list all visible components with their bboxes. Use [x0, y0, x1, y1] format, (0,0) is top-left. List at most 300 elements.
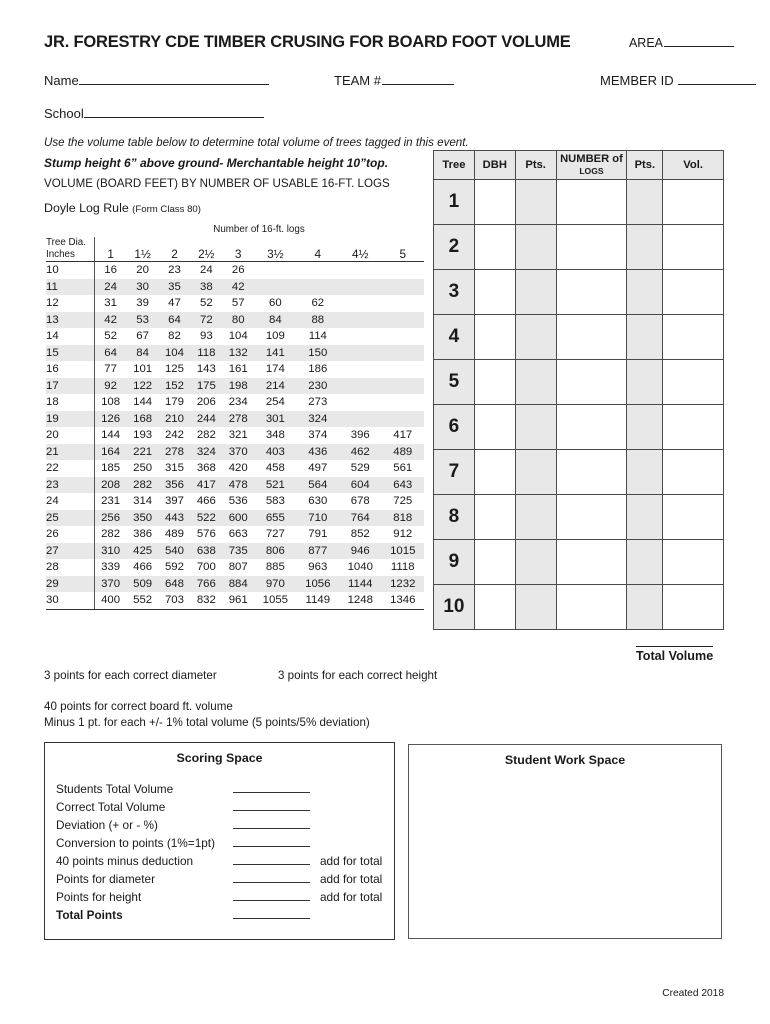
volume-table-row: [46, 262, 424, 279]
tree-dbh-cell[interactable]: [474, 585, 515, 630]
volume-cell: 1040: [347, 561, 373, 573]
volume-cell: 348: [265, 429, 285, 441]
school-field[interactable]: [44, 106, 264, 121]
volume-cell: 521: [254, 477, 296, 494]
table-row: [434, 270, 724, 315]
tree-pts-logs-cell[interactable]: [627, 270, 663, 315]
volume-table-row: [46, 345, 424, 362]
volume-cell: 522: [190, 510, 222, 527]
scoring-line: [56, 817, 394, 835]
volume-cell: 324: [190, 444, 222, 461]
volume-cell: 126: [94, 411, 127, 428]
student-work-space-box[interactable]: [408, 744, 722, 939]
volume-col-header-2: 1½: [127, 237, 159, 262]
volume-cell: 1248: [339, 592, 381, 609]
volume-cell: 84: [127, 345, 159, 362]
scoring-line: [56, 889, 394, 907]
volume-table-row: [46, 477, 424, 494]
volume-cell: 497: [308, 462, 328, 474]
tree-pts-diameter-cell[interactable]: [515, 540, 556, 585]
volume-cell: 193: [133, 429, 153, 441]
tree-volume-cell[interactable]: [663, 225, 724, 270]
volume-table-header-row: [46, 237, 424, 262]
volume-cell: 64: [94, 345, 127, 362]
member-id-blank[interactable]: [678, 73, 756, 85]
volume-cell: 118: [190, 345, 222, 362]
volume-cell: 42: [94, 312, 127, 329]
volume-cell: 244: [190, 411, 222, 428]
volume-cell: 310: [94, 543, 127, 560]
tree-pts-logs-cell[interactable]: [627, 405, 663, 450]
volume-cell: 443: [159, 510, 191, 527]
volume-col-header-9: 5: [381, 237, 424, 262]
tree-volume-cell[interactable]: [663, 585, 724, 630]
tree-row-number: 5: [434, 360, 475, 405]
volume-col-header-4: 2½: [190, 237, 222, 262]
volume-cell: [339, 378, 381, 395]
volume-cell: 561: [393, 462, 413, 474]
volume-cell: [339, 312, 381, 329]
volume-cell: [297, 279, 339, 296]
volume-cell: 31: [104, 297, 117, 309]
tree-number-of-logs-cell[interactable]: [556, 225, 627, 270]
scoring-line-label: Points for diameter: [56, 872, 156, 886]
tree-dbh-cell[interactable]: [474, 225, 515, 270]
tree-row-number: 10: [434, 585, 475, 630]
tree-row-number: 7: [434, 450, 475, 495]
volume-cell: [339, 394, 381, 411]
scoring-line: [56, 799, 394, 817]
volume-row-diameter: 11: [46, 279, 94, 296]
header-title-row: [44, 33, 734, 52]
form-class-label: (Form Class 80): [132, 204, 201, 215]
volume-cell: [254, 279, 296, 296]
volume-row-diameter: 19: [46, 411, 94, 428]
volume-cell: 315: [164, 462, 184, 474]
volume-cell: 1144: [339, 576, 381, 593]
volume-row-diameter: 30: [46, 592, 94, 609]
school-row: [44, 106, 734, 121]
team-label: TEAM #: [334, 73, 381, 88]
volume-cell: 42: [222, 279, 254, 296]
volume-cell: [339, 411, 381, 428]
tree-dbh-cell[interactable]: [474, 405, 515, 450]
header-dbh: DBH: [474, 151, 515, 180]
scoring-line-label: Points for height: [56, 890, 142, 904]
tree-row-number: 3: [434, 270, 475, 315]
header-volume: Vol.: [663, 151, 724, 180]
area-field[interactable]: [629, 35, 734, 50]
volume-cell: 1346: [381, 592, 424, 609]
volume-cell: 877: [297, 543, 339, 560]
tree-dia-line1: Tree Dia.: [46, 237, 86, 248]
tree-pts-logs-cell[interactable]: [627, 450, 663, 495]
tree-pts-diameter-cell[interactable]: [515, 450, 556, 495]
volume-cell: 766: [190, 576, 222, 593]
volume-cell: 109: [265, 330, 285, 342]
tree-pts-logs-cell[interactable]: [627, 540, 663, 585]
tree-pts-logs-cell[interactable]: [627, 495, 663, 540]
name-field[interactable]: [44, 73, 269, 88]
volume-cell: [381, 262, 424, 279]
team-blank[interactable]: [382, 73, 454, 85]
scoring-line: [56, 781, 394, 799]
tree-pts-diameter-cell[interactable]: [515, 270, 556, 315]
scoring-space-title: Scoring Space: [176, 751, 263, 765]
volume-cell: [381, 295, 424, 312]
volume-cell: 16: [104, 264, 117, 276]
volume-cell: [381, 394, 424, 411]
member-id-field[interactable]: [600, 73, 756, 88]
volume-cell: 104: [159, 345, 191, 362]
volume-row-diameter: 14: [46, 328, 94, 345]
volume-cell: 1149: [297, 592, 339, 609]
volume-cell: 420: [228, 462, 248, 474]
tree-row-number: 1: [434, 180, 475, 225]
volume-cell: 370: [222, 444, 254, 461]
tree-pts-logs-cell[interactable]: [627, 585, 663, 630]
volume-cell: 231: [101, 495, 121, 507]
scoring-line-blank[interactable]: [233, 907, 310, 919]
name-blank[interactable]: [79, 73, 269, 85]
tree-row-number: 4: [434, 315, 475, 360]
volume-cell: 208: [94, 477, 127, 494]
volume-cell: 852: [350, 528, 370, 540]
scoring-line-blank[interactable]: [233, 781, 310, 793]
tree-number-of-logs-cell[interactable]: [556, 180, 627, 225]
tree-pts-diameter-cell[interactable]: [515, 315, 556, 360]
tree-dbh-cell[interactable]: [474, 180, 515, 225]
volume-cell: 386: [133, 528, 153, 540]
volume-cell: 791: [308, 528, 328, 540]
volume-cell: 72: [190, 312, 222, 329]
volume-cell: 552: [127, 592, 159, 609]
volume-cell: 370: [94, 576, 127, 593]
tree-row-number: 8: [434, 495, 475, 540]
volume-cell: 174: [265, 363, 285, 375]
tree-dbh-cell[interactable]: [474, 270, 515, 315]
volume-cell: 885: [265, 561, 285, 573]
volume-cell: 592: [164, 561, 184, 573]
tree-row-number: 6: [434, 405, 475, 450]
volume-cell: [254, 262, 296, 279]
volume-cell: 53: [127, 312, 159, 329]
tree-number-of-logs-cell[interactable]: [556, 360, 627, 405]
volume-cell: 24: [94, 279, 127, 296]
volume-cell: 970: [254, 576, 296, 593]
volume-table-row: [46, 444, 424, 461]
volume-cell: 141: [254, 345, 296, 362]
tree-number-of-logs-cell[interactable]: [556, 405, 627, 450]
tree-dbh-cell[interactable]: [474, 495, 515, 540]
volume-cell: 1056: [297, 576, 339, 593]
tree-number-of-logs-cell[interactable]: [556, 585, 627, 630]
tree-pts-logs-cell[interactable]: [627, 315, 663, 360]
tree-volume-cell[interactable]: [663, 315, 724, 360]
volume-cell: 185: [101, 462, 121, 474]
volume-cell: 52: [104, 330, 117, 342]
tree-entry-table-block: [433, 150, 724, 630]
volume-row-diameter: 26: [46, 526, 94, 543]
volume-table-row: [46, 526, 424, 543]
volume-cell: [381, 411, 424, 428]
scoring-space-box: [44, 742, 395, 940]
tree-dbh-cell[interactable]: [474, 450, 515, 495]
volume-table-row: [46, 543, 424, 560]
tree-pts-diameter-cell[interactable]: [515, 360, 556, 405]
tree-pts-diameter-cell[interactable]: [515, 225, 556, 270]
volume-table-row: [46, 510, 424, 527]
volume-cell: 466: [196, 495, 216, 507]
volume-cell: 250: [133, 462, 153, 474]
volume-cell: 282: [196, 429, 216, 441]
tree-volume-cell[interactable]: [663, 360, 724, 405]
volume-table-caption: Number of 16-ft. logs: [213, 224, 305, 235]
volume-col-header-8: 4½: [339, 237, 381, 262]
volume-cell: 101: [133, 363, 153, 375]
volume-table-row: [46, 493, 424, 510]
volume-row-diameter: 24: [46, 493, 94, 510]
volume-cell: 396: [350, 429, 370, 441]
volume-cell: 104: [228, 330, 248, 342]
volume-table-row: [46, 394, 424, 411]
header-pts-diameter: Pts.: [515, 151, 556, 180]
volume-cell: 206: [196, 396, 216, 408]
scoring-line: [56, 835, 394, 853]
volume-cell: 62: [311, 297, 325, 309]
volume-cell: 23: [168, 264, 181, 276]
tree-row-number: 2: [434, 225, 475, 270]
volume-table-row: [46, 576, 424, 593]
school-label: School: [44, 106, 84, 121]
volume-table-row: [46, 378, 424, 395]
volume-cell: 20: [136, 264, 149, 276]
volume-cell: 806: [254, 543, 296, 560]
tree-pts-diameter-cell[interactable]: [515, 405, 556, 450]
volume-col-header-5: 3: [222, 237, 254, 262]
total-volume-label: Total Volume: [636, 646, 713, 663]
volume-cell: 38: [190, 279, 222, 296]
volume-cell: [339, 262, 381, 279]
scoring-line: [56, 907, 394, 925]
tree-pts-logs-cell[interactable]: [627, 180, 663, 225]
volume-cell: 24: [200, 264, 213, 276]
area-label: AREA: [628, 36, 663, 50]
volume-cell: 282: [101, 528, 121, 540]
tree-volume-cell[interactable]: [663, 540, 724, 585]
volume-cell: 963: [308, 561, 328, 573]
volume-cell: [297, 262, 339, 279]
tree-pts-logs-cell[interactable]: [627, 225, 663, 270]
volume-cell: 144: [133, 396, 153, 408]
tree-dbh-cell[interactable]: [474, 360, 515, 405]
scoring-line: [56, 853, 394, 871]
name-label: Name: [44, 73, 79, 88]
volume-cell: 214: [254, 378, 296, 395]
volume-cell: 604: [339, 477, 381, 494]
volume-cell: 700: [196, 561, 216, 573]
volume-cell: 60: [269, 297, 282, 309]
volume-cell: 576: [196, 528, 216, 540]
volume-table-row: [46, 460, 424, 477]
volume-cell: [381, 279, 424, 296]
volume-cell: 150: [297, 345, 339, 362]
volume-cell: 643: [381, 477, 424, 494]
tree-volume-cell[interactable]: [663, 180, 724, 225]
volume-cell: [339, 345, 381, 362]
volume-cell: 764: [339, 510, 381, 527]
school-blank[interactable]: [84, 106, 264, 118]
volume-cell: [381, 361, 424, 378]
scoring-line-blank[interactable]: [233, 817, 310, 829]
table-row: [434, 180, 724, 225]
table-row: [434, 360, 724, 405]
volume-cell: 884: [222, 576, 254, 593]
volume-cell: 39: [136, 297, 149, 309]
volume-row-diameter: 27: [46, 543, 94, 560]
volume-cell: 1015: [381, 543, 424, 560]
volume-cell: 93: [200, 330, 213, 342]
volume-cell: 1118: [390, 561, 415, 573]
tree-pts-diameter-cell[interactable]: [515, 585, 556, 630]
tree-row-number: 9: [434, 540, 475, 585]
volume-table-row: [46, 559, 424, 576]
tree-volume-cell[interactable]: [663, 495, 724, 540]
volume-cell: 168: [127, 411, 159, 428]
volume-cell: 509: [127, 576, 159, 593]
volume-cell: 564: [297, 477, 339, 494]
note-points-height: 3 points for each correct height: [278, 669, 438, 682]
header-number-of-logs: [556, 151, 627, 180]
name-team-member-row: [44, 73, 734, 88]
volume-cell: 242: [164, 429, 184, 441]
volume-cell: 122: [127, 378, 159, 395]
volume-cell: 339: [101, 561, 121, 573]
scoring-line-blank[interactable]: [233, 871, 310, 883]
tree-pts-logs-cell[interactable]: [627, 360, 663, 405]
scoring-line-blank[interactable]: [233, 853, 310, 865]
volume-table-row: [46, 312, 424, 329]
volume-cell: 88: [297, 312, 339, 329]
scoring-line-blank[interactable]: [233, 889, 310, 901]
volume-cell: 350: [127, 510, 159, 527]
volume-cell: 403: [254, 444, 296, 461]
volume-cell: 57: [231, 297, 245, 309]
scoring-line-blank[interactable]: [233, 835, 310, 847]
tree-dia-line2: Inches: [46, 249, 75, 260]
tree-entry-table: [433, 150, 724, 630]
tree-volume-cell[interactable]: [663, 270, 724, 315]
scoring-line-label: Students Total Volume: [56, 782, 174, 796]
tree-number-of-logs-cell[interactable]: [556, 450, 627, 495]
tree-pts-diameter-cell[interactable]: [515, 495, 556, 540]
volume-cell: 26: [231, 264, 245, 276]
volume-cell: 663: [228, 528, 248, 540]
volume-cell: 425: [127, 543, 159, 560]
scoring-line-label: Deviation (+ or - %): [56, 818, 158, 832]
volume-cell: 125: [164, 363, 184, 375]
note-points-diameter: 3 points for each correct diameter: [44, 669, 217, 682]
volume-cell: [339, 279, 381, 296]
volume-cell: 400: [94, 592, 127, 609]
volume-cell: 273: [308, 396, 328, 408]
scoring-line-add-label: add for total: [320, 890, 383, 904]
volume-cell: 583: [265, 495, 285, 507]
volume-cell: 108: [101, 396, 121, 408]
volume-cell: 314: [133, 495, 153, 507]
volume-cell: 710: [297, 510, 339, 527]
volume-cell: 67: [136, 330, 149, 342]
volume-cell: [381, 312, 424, 329]
volume-row-diameter: 10: [46, 262, 94, 279]
volume-cell: 77: [104, 363, 117, 375]
tree-dbh-cell[interactable]: [474, 315, 515, 360]
tree-dbh-cell[interactable]: [474, 540, 515, 585]
volume-table-row: [46, 592, 424, 609]
page-title: JR. FORESTRY CDE TIMBER CRUSING FOR BOARD FOOT VOLUME: [44, 33, 571, 51]
scoring-line-label: Total Points: [56, 908, 123, 922]
tree-pts-diameter-cell[interactable]: [515, 180, 556, 225]
volume-cell: 230: [297, 378, 339, 395]
scoring-line-label: Correct Total Volume: [56, 800, 166, 814]
volume-cell: 161: [228, 363, 248, 375]
tree-volume-cell[interactable]: [663, 450, 724, 495]
instruction-line-3: VOLUME (BOARD FEET) BY NUMBER OF USABLE 16-FT. LOGS: [44, 177, 390, 190]
instruction-line-1: Use the volume table below to determine total volume of trees tagged in this event.: [44, 136, 469, 149]
volume-cell: 210: [159, 411, 191, 428]
volume-row-diameter: 17: [46, 378, 94, 395]
volume-cell: 278: [159, 444, 191, 461]
volume-table-row: [46, 279, 424, 296]
volume-cell: 30: [127, 279, 159, 296]
volume-col-header-3: 2: [159, 237, 191, 262]
volume-row-diameter: 21: [46, 444, 94, 461]
member-id-label: MEMBER ID: [600, 73, 674, 88]
header-logs-line1: NUMBER of: [560, 153, 623, 165]
volume-cell: 489: [164, 528, 184, 540]
tree-volume-cell[interactable]: [663, 405, 724, 450]
volume-table-corner-label: [46, 237, 94, 262]
volume-table-block: [46, 224, 424, 610]
volume-cell: 356: [159, 477, 191, 494]
volume-row-diameter: 25: [46, 510, 94, 527]
tree-number-of-logs-cell[interactable]: [556, 540, 627, 585]
scoring-line: [56, 871, 394, 889]
tree-number-of-logs-cell[interactable]: [556, 270, 627, 315]
volume-cell: 725: [393, 495, 413, 507]
volume-cell: 152: [159, 378, 191, 395]
scoring-line-blank[interactable]: [233, 799, 310, 811]
volume-cell: 478: [222, 477, 254, 494]
tree-number-of-logs-cell[interactable]: [556, 495, 627, 540]
volume-cell: 832: [190, 592, 222, 609]
volume-cell: 397: [164, 495, 184, 507]
volume-cell: 458: [265, 462, 285, 474]
table-row: [434, 315, 724, 360]
volume-cell: 114: [308, 330, 327, 342]
volume-cell: 35: [159, 279, 191, 296]
volume-cell: 179: [164, 396, 184, 408]
volume-cell: 132: [222, 345, 254, 362]
header-logs-line2: LOGS: [579, 166, 604, 176]
volume-cell: 638: [190, 543, 222, 560]
table-row: [434, 495, 724, 540]
area-blank[interactable]: [664, 35, 734, 47]
volume-cell: 92: [94, 378, 127, 395]
tree-number-of-logs-cell[interactable]: [556, 315, 627, 360]
team-field[interactable]: [334, 73, 454, 88]
volume-cell: [339, 361, 381, 378]
